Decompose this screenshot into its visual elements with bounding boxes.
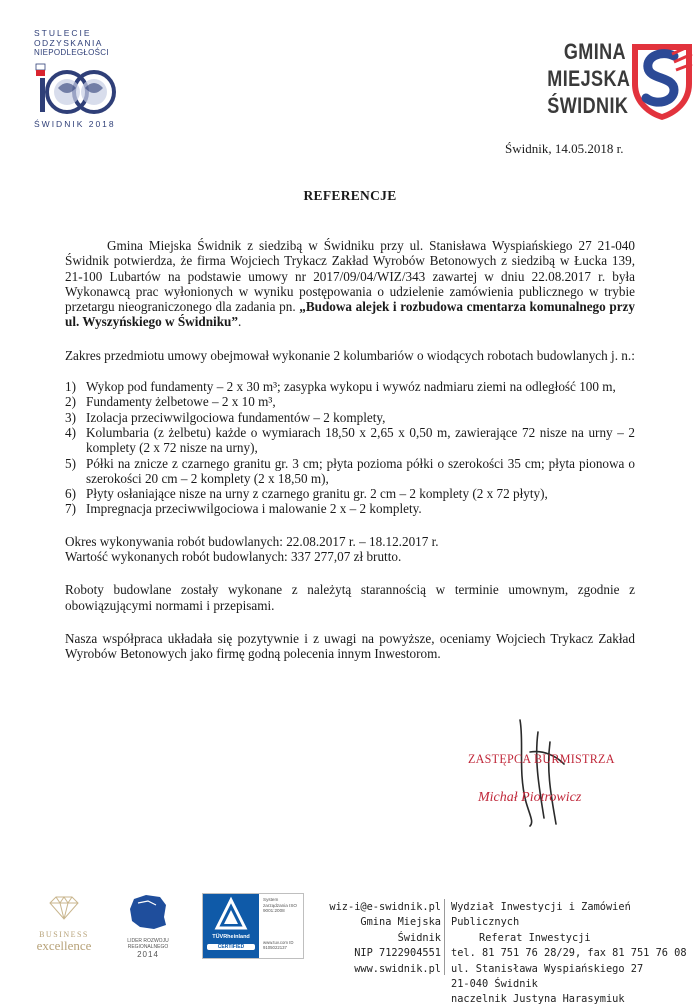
list-item-number: 2) (65, 394, 76, 410)
list-item (65, 501, 635, 516)
project-name: „Budowa alejek i rozbudowa cmentarza komunalnego przy ul. Wyszyńskiego w Świdniku” (65, 299, 635, 330)
tuv-brand: TÜVRheinland (212, 934, 250, 940)
centenary-logo (34, 28, 120, 129)
footer-street: ul. Stanisława Wyspiańskiego 27 (451, 962, 644, 975)
value-line: Wartość wykonanych robót budowlanych: 337 277,07 zł brutto. (65, 549, 402, 565)
stamp-title: ZASTĘPCA BURMISTRZA (468, 751, 615, 766)
list-item-number: 6) (65, 486, 76, 502)
centenary-line-2: ODZYSKANIA (34, 38, 103, 48)
footer-contact-left (315, 900, 441, 977)
list-item (65, 394, 635, 409)
centenary-line-1: STULECIE (34, 28, 92, 38)
document-body (65, 238, 635, 662)
list-item (65, 425, 635, 456)
tuv-triangle-icon (203, 894, 259, 934)
footer-contact-right (451, 900, 691, 1008)
municipality-logo-line-1: GMINA (563, 39, 626, 64)
lider-text: LIDER ROZWOJU REGIONALNEGO (127, 938, 169, 950)
footer-head: naczelnik Justyna Harasymiuk (451, 993, 625, 1006)
list-item-text: Kolumbaria (z żelbetu) każde o wymiarach 18,50 x 2,65 x 0,50 m, zawierające 72 nisze na urny – 2 komplety (2 x 72 nisze na urny), (86, 424, 635, 456)
list-item-number: 7) (65, 501, 76, 517)
business-excellence-logo (22, 895, 106, 954)
list-item (65, 456, 635, 487)
tuv-certificate-logo (202, 893, 304, 959)
list-item (65, 486, 635, 501)
list-item-text: Izolacja przeciwwilgociowa fundamentów – 2 komplety, (86, 409, 386, 425)
cooperation-paragraph: Nasza współpraca układała się pozytywnie i z uwagi na powyższe, oceniamy Wojciech Trykacz Zakład Wyrobów Betonowych jako firmę godną polecenia innym Inwestorom. (65, 630, 635, 662)
stamp-name: Michał Piotrowicz (478, 790, 582, 805)
municipality-logo-line-3: ŚWIDNIK (547, 93, 629, 118)
scope-paragraph: Zakres przedmiotu umowy obejmował wykonanie 2 kolumbariów o wiodących robotach budowlanych j. n.: (65, 347, 635, 363)
list-item (65, 379, 635, 394)
tuv-badge (203, 894, 259, 958)
footer-subdept: Referat Inwestycji (479, 931, 591, 944)
intro-end: . (237, 314, 242, 330)
poland-map-icon (126, 893, 170, 931)
tuv-web: www.tuv.com ID 9105022137 (263, 940, 294, 951)
business-line-1: BUSINESS (39, 930, 89, 939)
tuv-system: System zarządzania ISO 9001:2008 (263, 897, 297, 914)
footer-phone: tel. 81 751 76 28/29, fax 81 751 76 08 (451, 947, 687, 960)
municipality-shield-icon (628, 40, 696, 122)
footer-web: www.swidnik.pl (354, 962, 441, 975)
footer-dept: Wydział Inwestycji i Zamówień Publicznych (451, 901, 631, 929)
footer-org: Gmina Miejska Świdnik (360, 916, 441, 944)
footer-divider (444, 899, 445, 975)
list-item-text: Półki na znicze z czarnego granitu gr. 3 cm; płyta pozioma półki o szerokości 35 cm; płyta pionowa o szerokości 20 cm – 2 komplety (2 x 18,50 m), (86, 455, 635, 486)
period-line: Okres wykonywania robót budowlanych: 22.08.2017 r. – 18.12.2017 r. (65, 533, 439, 549)
handwritten-signature (500, 712, 580, 832)
list-item-number: 3) (65, 409, 76, 425)
footer-city: 21-040 Świdnik (451, 978, 538, 991)
business-line-2: excellence (36, 938, 92, 953)
list-item-text: Wykop pod fundamenty – 2 x 30 m³; zasypka wykopu i wywóz nadmiaru ziemi na odległość 100 m, (86, 379, 616, 395)
municipality-logo-text (547, 38, 631, 119)
lider-year: 2014 (137, 950, 159, 959)
centenary-line-3: NIEPODLEGŁOŚCI (34, 48, 109, 57)
list-item-text: Fundamenty żelbetowe – 2 x 10 m³, (86, 394, 276, 410)
municipality-logo (530, 38, 680, 124)
tuv-cert-label: CERTIFIED (207, 944, 255, 950)
footer-nip: NIP 7122904551 (354, 947, 441, 960)
list-item-number: 1) (65, 379, 76, 395)
list-item-text: Impregnacja przeciwwilgociowa i malowanie 2 x – 2 komplety. (86, 501, 422, 517)
document-title: REFERENCJE (303, 188, 397, 203)
lider-logo (118, 893, 178, 959)
list-item-number: 4) (65, 424, 76, 440)
works-list (65, 379, 635, 517)
intro-text: Gmina Miejska Świdnik z siedzibą w Świdniku przy ul. Stanisława Wyspiańskiego 27 21-040 Świdnik potwierdza, że firma Wojciech Trykacz Zakład Wyrobów Betonowych z siedzibą w Łucka 139, 21-100 Lubartów na podstawie umowy nr 2017/09/04/WIZ/343 zawartej w dniu 22.08.2017 r. była Wykonawcą prac wyłonionych w wyniku postępowania o udzielenie zamówienia publicznego w trybie przetargu nieograniczonego dla zadania pn. (65, 238, 635, 315)
municipality-logo-line-2: MIEJSKA (547, 66, 631, 91)
diamond-icon (44, 895, 84, 921)
quality-paragraph: Roboty budowlane zostały wykonane z należytą starannością w terminie umownym, zgodnie z obowiązującymi normami i przepisami. (65, 582, 635, 613)
intro-paragraph (65, 238, 635, 330)
footer-email: wiz-i@e-swidnik.pl (329, 901, 441, 913)
list-item-number: 5) (65, 455, 76, 471)
list-item (65, 410, 635, 425)
list-item-text: Płyty osłaniające nisze na urny z czarnego granitu gr. 2 cm – 2 komplety (2 x 72 płyty), (86, 486, 548, 502)
centenary-emblem-icon (34, 60, 118, 118)
document-date: Świdnik, 14.05.2018 r. (505, 141, 624, 156)
centenary-year: ŚWIDNIK 2018 (34, 119, 116, 129)
